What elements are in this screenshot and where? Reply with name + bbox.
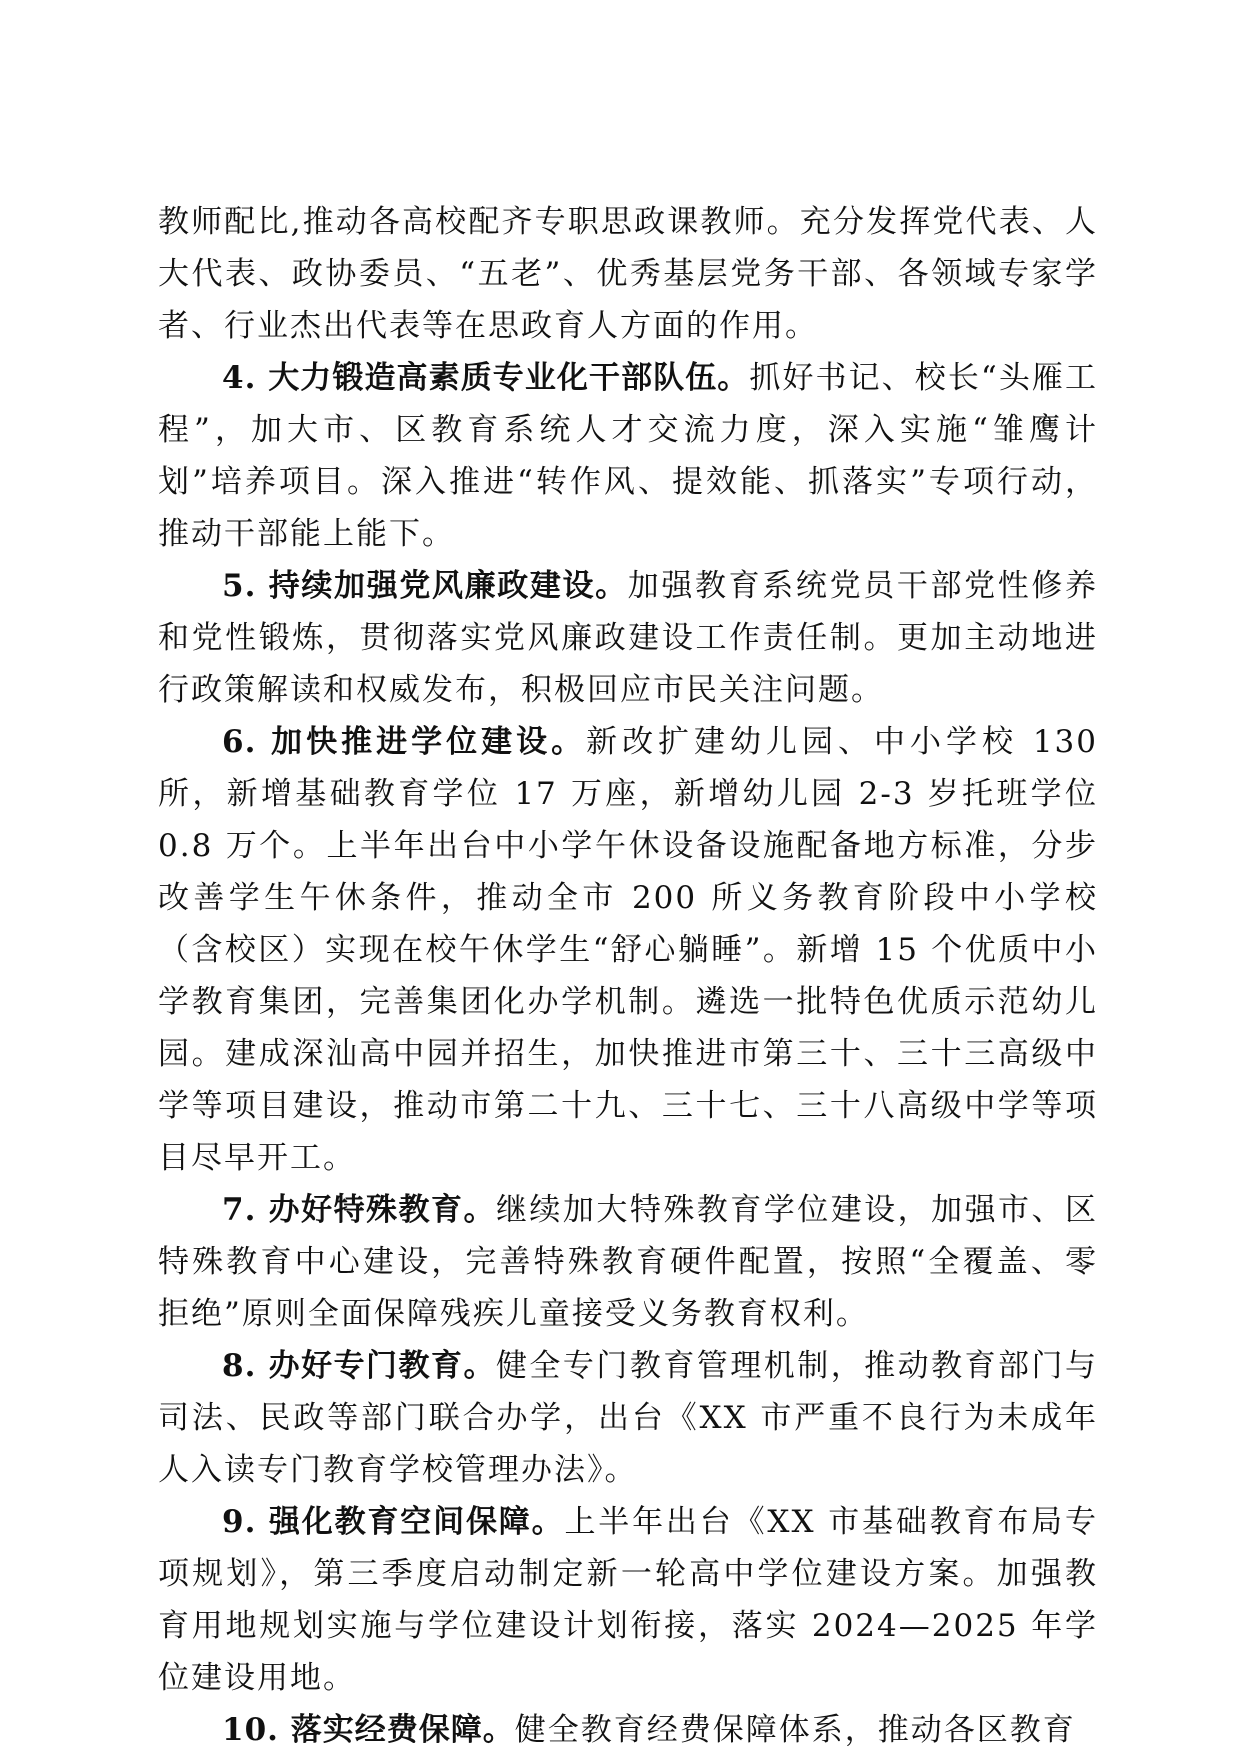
paragraph-body: 继续加大特殊教育学位建设，加强市、区特殊教育中心建设，完善特殊教育硬件配置，按照“全覆盖、零拒绝”原则全面保障残疾儿童接受义务教育权利。 — [158, 1192, 1099, 1332]
paragraph-item-10 — [158, 1704, 1098, 1756]
paragraph-body: 健全教育经费保障体系，推动各区教育 — [514, 1712, 1076, 1748]
paragraph-body: 健全专门教育管理机制，推动教育部门与司法、民政等部门联合办学，出台《XX 市严重不良行为未成年人入读专门教育学校管理办法》。 — [158, 1348, 1099, 1488]
paragraph-item-4 — [158, 352, 1098, 560]
paragraph-body: 教师配比,推动各高校配齐专职思政课教师。充分发挥党代表、人大代表、政协委员、“五老”、优秀基层党务干部、各领域专家学者、行业杰出代表等在思政育人方面的作用。 — [158, 204, 1098, 344]
paragraph-heading: 7. 办好特殊教育。 — [222, 1192, 496, 1228]
paragraph-item-6 — [158, 716, 1098, 1184]
paragraph-heading: 5. 持续加强党风廉政建设。 — [222, 568, 628, 604]
document-body — [158, 196, 1098, 1756]
paragraph-heading: 10. 落实经费保障。 — [222, 1712, 515, 1748]
paragraph-heading: 6. 加快推进学位建设。 — [222, 724, 587, 760]
paragraph-item-7 — [158, 1184, 1098, 1340]
paragraph-body: 抓好书记、校长“头雁工程”，加大市、区教育系统人才交流力度，深入实施“雏鹰计划”培养项目。深入推进“转作风、提效能、抓落实”专项行动，推动干部能上能下。 — [158, 360, 1098, 552]
paragraph-body: 上半年出台《XX 市基础教育布局专项规划》，第三季度启动制定新一轮高中学位建设方案。加强教育用地规划实施与学位建设计划衔接，落实 2024—2025 年学位建设用地。 — [158, 1504, 1099, 1696]
paragraph-continuation — [158, 196, 1098, 352]
paragraph-item-5 — [158, 560, 1098, 716]
paragraph-item-8 — [158, 1340, 1098, 1496]
paragraph-heading: 9. 强化教育空间保障。 — [222, 1504, 565, 1540]
paragraph-heading: 8. 办好专门教育。 — [222, 1348, 496, 1384]
paragraph-body: 加强教育系统党员干部党性修养和党性锻炼，贯彻落实党风廉政建设工作责任制。更加主动地进行政策解读和权威发布，积极回应市民关注问题。 — [158, 568, 1099, 708]
paragraph-body: 新改扩建幼儿园、中小学校 130 所，新增基础教育学位 17 万座，新增幼儿园 2-3 岁托班学位 0.8 万个。上半年出台中小学午休设备设施配备地方标准，分步改善学生午休条件，推动全市 200 所义务教育阶段中小学校（含校区）实现在校午休学生“舒心躺睡”。新增 15 个优质中小学教育集团，完善集团化办学机制。遴选一批特色优质示范幼儿园。建成深汕高中园并招生，加快推进市第三十、三十三高级中学等项目建设，推动市第二十九、三十七、三十八高级中学等项目尽早开工。 — [158, 724, 1098, 1176]
paragraph-item-9 — [158, 1496, 1098, 1704]
paragraph-heading: 4. 大力锻造高素质专业化干部队伍。 — [222, 360, 750, 396]
